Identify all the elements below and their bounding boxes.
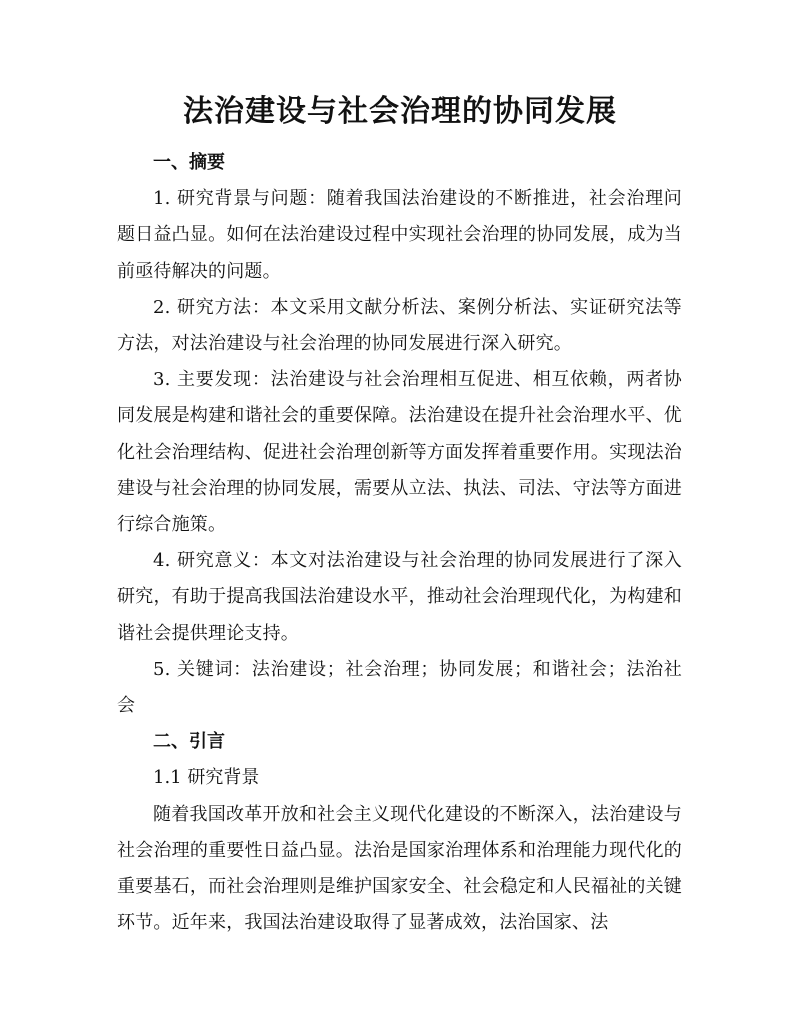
intro-subheading: 1.1 研究背景 [153,767,260,789]
abstract-item-1: 1. 研究背景与问题：随着我国法治建设的不断推进，社会治理问题日益凸显。如何在法治建设过程中实现社会治理的协同发展，成为当前亟待解决的问题。 [117,188,682,282]
abstract-item-keywords: 5. 关键词：法治建设；社会治理；协同发展；和谐社会；法治社会 [117,658,682,717]
document-body [117,145,682,941]
abstract-heading: 一、摘要 [153,152,225,173]
intro-heading: 二、引言 [153,731,225,753]
abstract-item-3: 3. 主要发现：法治建设与社会治理相互促进、相互依赖，两者协同发展是构建和谐社会的重要保障。法治建设在提升社会治理水平、优化社会治理结构、促进社会治理创新等方面发挥着重要作用。实现法治建设与社会治理的协同发展，需要从立法、执法、司法、守法等方面进行综合施策。 [117,369,682,536]
abstract-item-2: 2. 研究方法：本文采用文献分析法、案例分析法、实证研究法等方法，对法治建设与社会治理的协同发展进行深入研究。 [117,296,682,355]
abstract-item-4: 4. 研究意义：本文对法治建设与社会治理的协同发展进行了深入研究，有助于提高我国法治建设水平，推动社会治理现代化，为构建和谐社会提供理论支持。 [117,550,682,644]
intro-paragraph: 随着我国改革开放和社会主义现代化建设的不断深入，法治建设与社会治理的重要性日益凸显。法治是国家治理体系和治理能力现代化的重要基石，而社会治理则是维护国家安全、社会稳定和人民福祉的关键环节。近年来，我国法治建设取得了显著成效，法治国家、法 [117,803,682,934]
document-title: 法治建设与社会治理的协同发展 [183,94,617,129]
